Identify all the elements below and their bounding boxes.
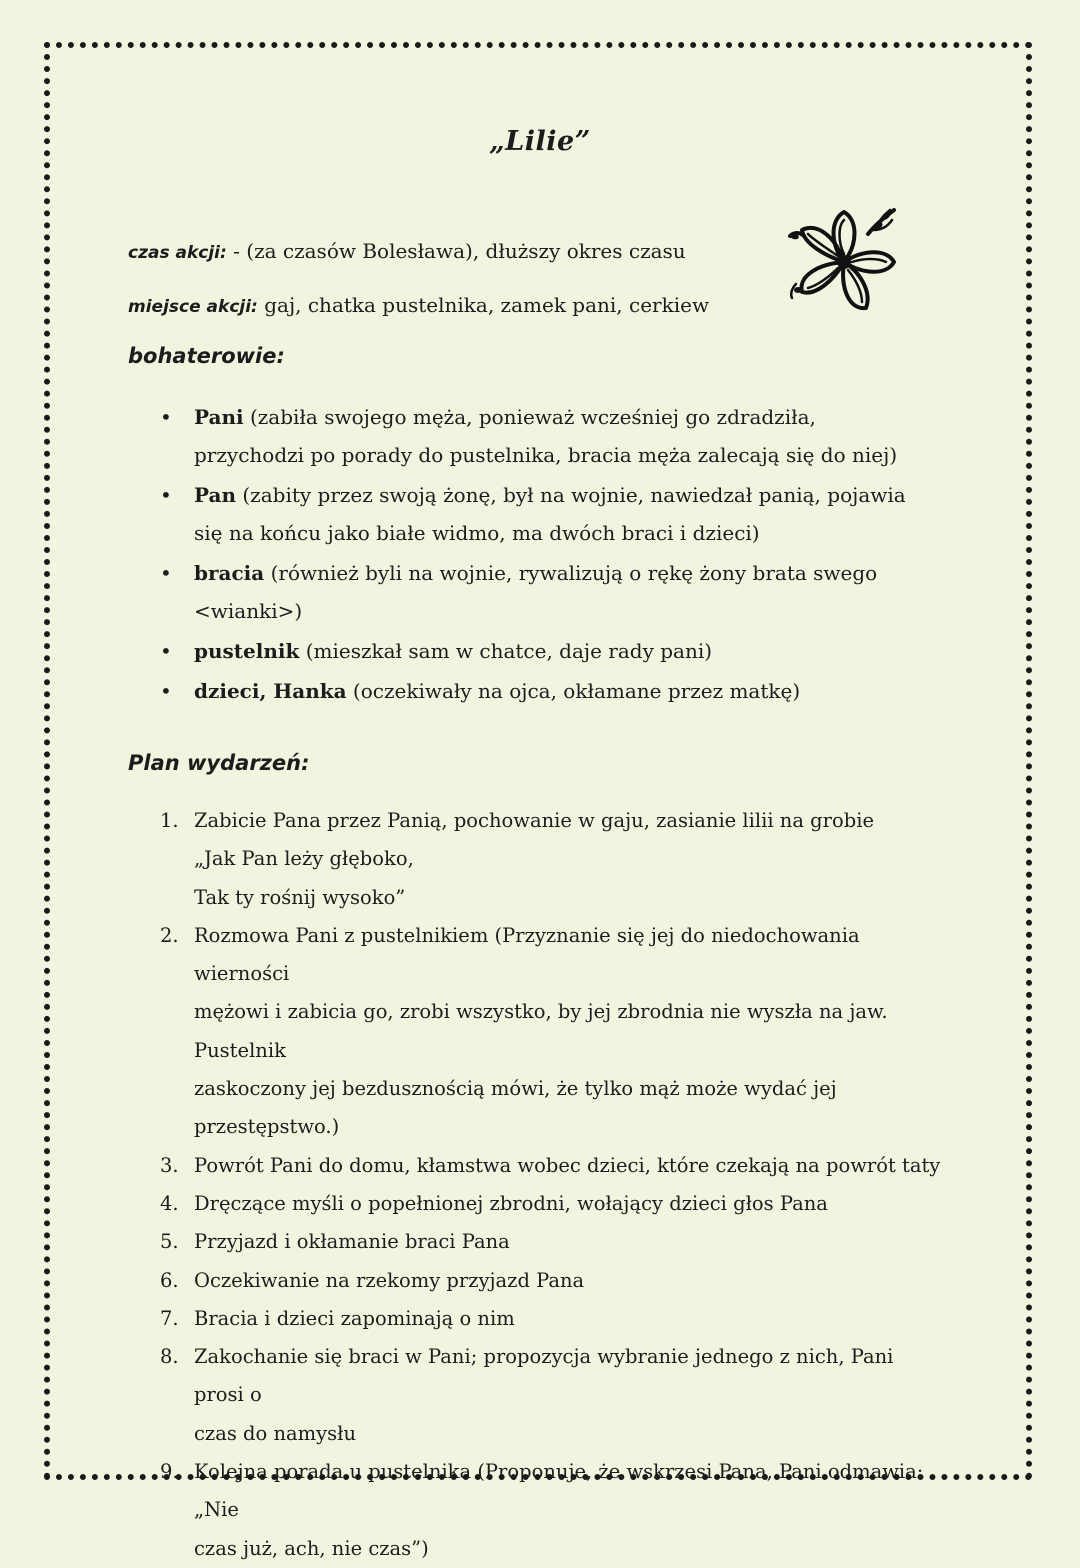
time-of-action-value: - (za czasów Bolesława), dłuższy okres czasu [226, 239, 686, 263]
plan-item-line: zaskoczony jej bezdusznością mówi, że tylko mąż może wydać jej przestępstwo.) [194, 1077, 837, 1139]
plan-item-number: 6. [160, 1268, 179, 1292]
character-item [0, 398, 1080, 474]
plan-item-line: Przyjazd i okłamanie braci Pana [194, 1230, 510, 1254]
plan-heading: Plan wydarzeń: [128, 751, 310, 775]
plan-item [0, 1147, 1080, 1185]
character-item [0, 554, 1080, 630]
plan-item-line: czas do namysłu [194, 1421, 357, 1445]
characters-list [0, 398, 1080, 712]
plan-item-line: Powrót Pani do domu, kłamstwa wobec dzieci, które czekają na powrót taty [194, 1153, 941, 1177]
plan-item-line: „Jak Pan leży głęboko, [194, 847, 414, 871]
time-of-action-label: czas akcji: [128, 243, 227, 263]
characters-heading: bohaterowie: [128, 344, 285, 368]
time-of-action-line [128, 237, 686, 267]
plan-item-line: Tak ty rośnij wysoko” [194, 885, 406, 909]
plan-item [0, 1223, 1080, 1261]
character-name: Pani [194, 405, 244, 429]
character-description: (mieszkał sam w chatce, daje rady pani) [299, 639, 713, 663]
bullet-icon: • [160, 679, 172, 703]
plan-item [0, 1338, 1080, 1453]
bullet-icon: • [160, 483, 172, 507]
character-name: Pan [194, 483, 237, 507]
plan-item-number: 8. [160, 1345, 179, 1369]
character-description: (zabiła swojego męża, ponieważ wcześniej go zdradziła, przychodzi po porady do pustelnika, bracia męża zalecają się do niej) [194, 405, 898, 467]
character-description: (również byli na wojnie, rywalizują o rękę żony brata swego <wianki>) [194, 561, 878, 623]
place-of-action-value: gaj, chatka pustelnika, zamek pani, cerkiew [257, 293, 710, 317]
character-item [0, 672, 1080, 710]
plan-item [0, 1262, 1080, 1300]
plan-item [0, 1300, 1080, 1338]
plan-item-number: 3. [160, 1153, 179, 1177]
character-item [0, 632, 1080, 670]
plan-item-number: 7. [160, 1306, 179, 1330]
place-of-action-label: miejsce akcji: [128, 297, 258, 317]
plan-item-number: 4. [160, 1191, 179, 1215]
character-description: (zabity przez swoją żonę, był na wojnie, nawiedzał panią, pojawia się na końcu jako białe widmo, ma dwóch braci i dzieci) [194, 483, 906, 545]
plan-item-line: Kolejna porada u pustelnika (Proponuje, że wskrzesi Pana, Pani odmawia: „Nie [194, 1460, 924, 1522]
bullet-icon: • [160, 561, 172, 585]
lily-flower-icon [782, 204, 906, 324]
plan-item [0, 1453, 1080, 1568]
plan-item-line: Zabicie Pana przez Panią, pochowanie w gaju, zasianie lilii na grobie [194, 809, 874, 832]
plan-item-number: 1. [160, 809, 179, 832]
plan-list [0, 802, 1080, 1568]
page-title: „Lilie” [489, 126, 591, 157]
plan-item-line: Zakochanie się braci w Pani; propozycja wybranie jednego z nich, Pani prosi o [194, 1345, 894, 1407]
bullet-icon: • [160, 639, 172, 663]
character-description: (oczekiwały na ojca, okłamane przez matkę) [346, 679, 801, 703]
plan-item-line: Rozmowa Pani z pustelnikiem (Przyznanie się jej do niedochowania wierności [194, 923, 860, 986]
plan-item-line: Oczekiwanie na rzekomy przyjazd Pana [194, 1268, 585, 1292]
character-name: pustelnik [194, 639, 300, 663]
plan-item-line: czas już, ach, nie czas”) [194, 1536, 429, 1560]
plan-item-number: 2. [160, 923, 179, 947]
character-name: dzieci, Hanka [194, 679, 347, 703]
plan-item-number: 9. [160, 1460, 179, 1484]
plan-item-line: Bracia i dzieci zapominają o nim [194, 1306, 515, 1330]
plan-item [0, 802, 1080, 917]
plan-item [0, 917, 1080, 1147]
place-of-action-line [128, 291, 709, 321]
character-name: bracia [194, 561, 265, 585]
plan-item-number: 5. [160, 1230, 179, 1254]
plan-item-line: mężowi i zabicia go, zrobi wszystko, by jej zbrodnia nie wyszła na jaw. Pustelnik [194, 1000, 888, 1062]
plan-item [0, 1185, 1080, 1223]
bullet-icon: • [160, 405, 172, 429]
plan-item-line: Dręczące myśli o popełnionej zbrodni, wołający dzieci głos Pana [194, 1191, 828, 1215]
character-item [0, 476, 1080, 552]
